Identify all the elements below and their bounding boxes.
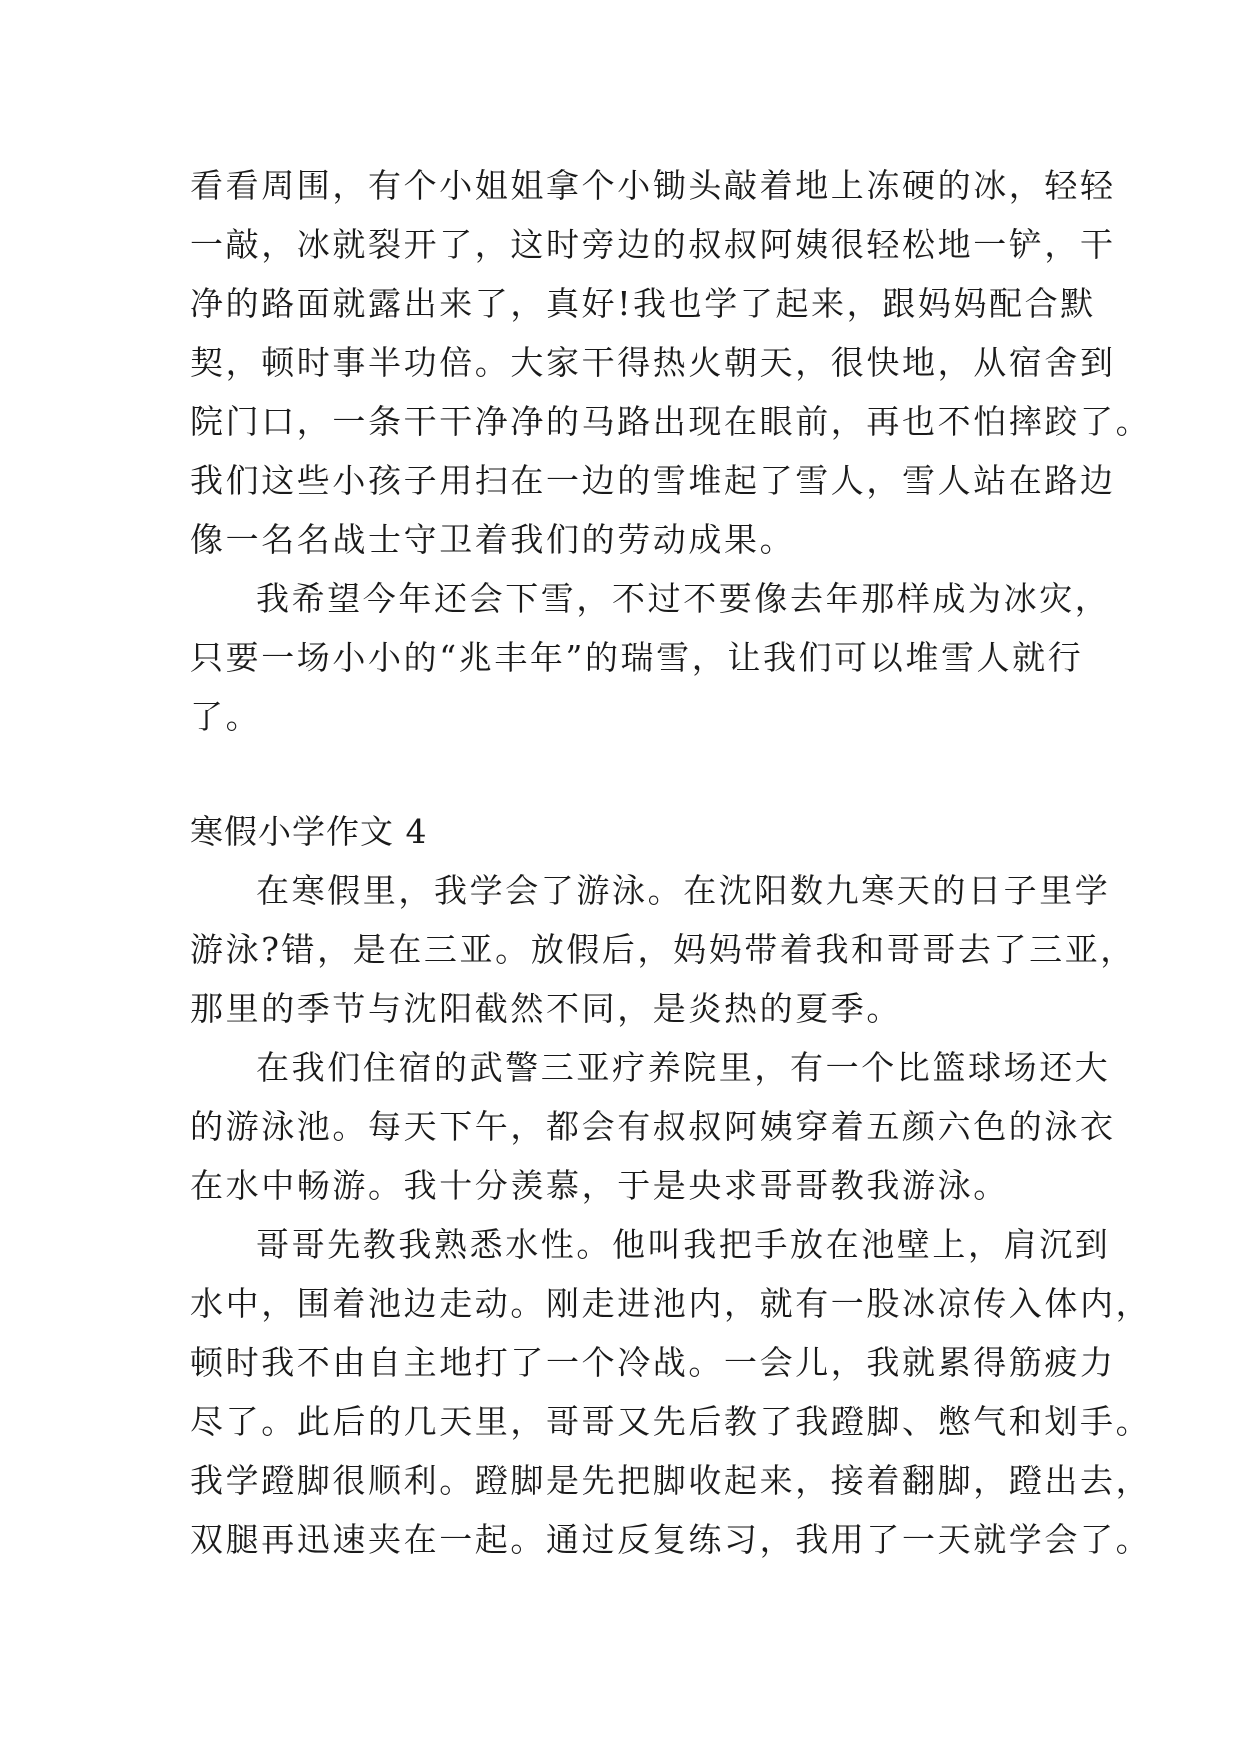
text-line: 在水中畅游。我十分羡慕，于是央求哥哥教我游泳。 (190, 1166, 1009, 1205)
text-line: 我希望今年还会下雪，不过不要像去年那样成为冰灾， (256, 579, 1111, 618)
text-line: 那里的季节与沈阳截然不同，是炎热的夏季。 (190, 989, 902, 1028)
text-line: 契，顿时事半功倍。大家干得热火朝天，很快地，从宿舍到 (190, 343, 1116, 382)
text-line: 游泳?错，是在三亚。放假后，妈妈带着我和哥哥去了三亚， (190, 930, 1136, 969)
text-line: 一敲，冰就裂开了，这时旁边的叔叔阿姨很轻松地一铲，干 (190, 225, 1116, 264)
text-line: 只要一场小小的“兆丰年”的瑞雪，让我们可以堆雪人就行 (190, 638, 1084, 677)
text-line: 在我们住宿的武警三亚疗养院里，有一个比篮球场还大 (256, 1048, 1111, 1087)
text-line: 了。 (190, 697, 262, 736)
text-line: 院门口，一条干干净净的马路出现在眼前，再也不怕摔跤了。 (190, 402, 1152, 441)
text-line: 净的路面就露出来了，真好!我也学了起来，跟妈妈配合默 (190, 284, 1096, 323)
text-line: 看看周围，有个小姐姐拿个小锄头敲着地上冻硬的冰，轻轻 (190, 166, 1116, 205)
text-line: 顿时我不由自主地打了一个冷战。一会儿，我就累得筋疲力 (190, 1343, 1116, 1382)
section-heading: 寒假小学作文 4 (190, 812, 428, 851)
text-line: 我们这些小孩子用扫在一边的雪堆起了雪人，雪人站在路边 (190, 461, 1116, 500)
text-line: 在寒假里，我学会了游泳。在沈阳数九寒天的日子里学 (256, 871, 1111, 910)
text-line: 我学蹬脚很顺利。蹬脚是先把脚收起来，接着翻脚，蹬出去， (190, 1461, 1152, 1500)
text-line: 的游泳池。每天下午，都会有叔叔阿姨穿着五颜六色的泳衣 (190, 1107, 1116, 1146)
text-line: 双腿再迅速夹在一起。通过反复练习，我用了一天就学会了。 (190, 1520, 1152, 1559)
text-line: 水中，围着池边走动。刚走进池内，就有一股冰凉传入体内， (190, 1284, 1152, 1323)
text-line: 尽了。此后的几天里，哥哥又先后教了我蹬脚、憋气和划手。 (190, 1402, 1152, 1441)
text-line: 像一名名战士守卫着我们的劳动成果。 (190, 520, 796, 559)
text-line: 哥哥先教我熟悉水性。他叫我把手放在池壁上，肩沉到 (256, 1225, 1111, 1264)
